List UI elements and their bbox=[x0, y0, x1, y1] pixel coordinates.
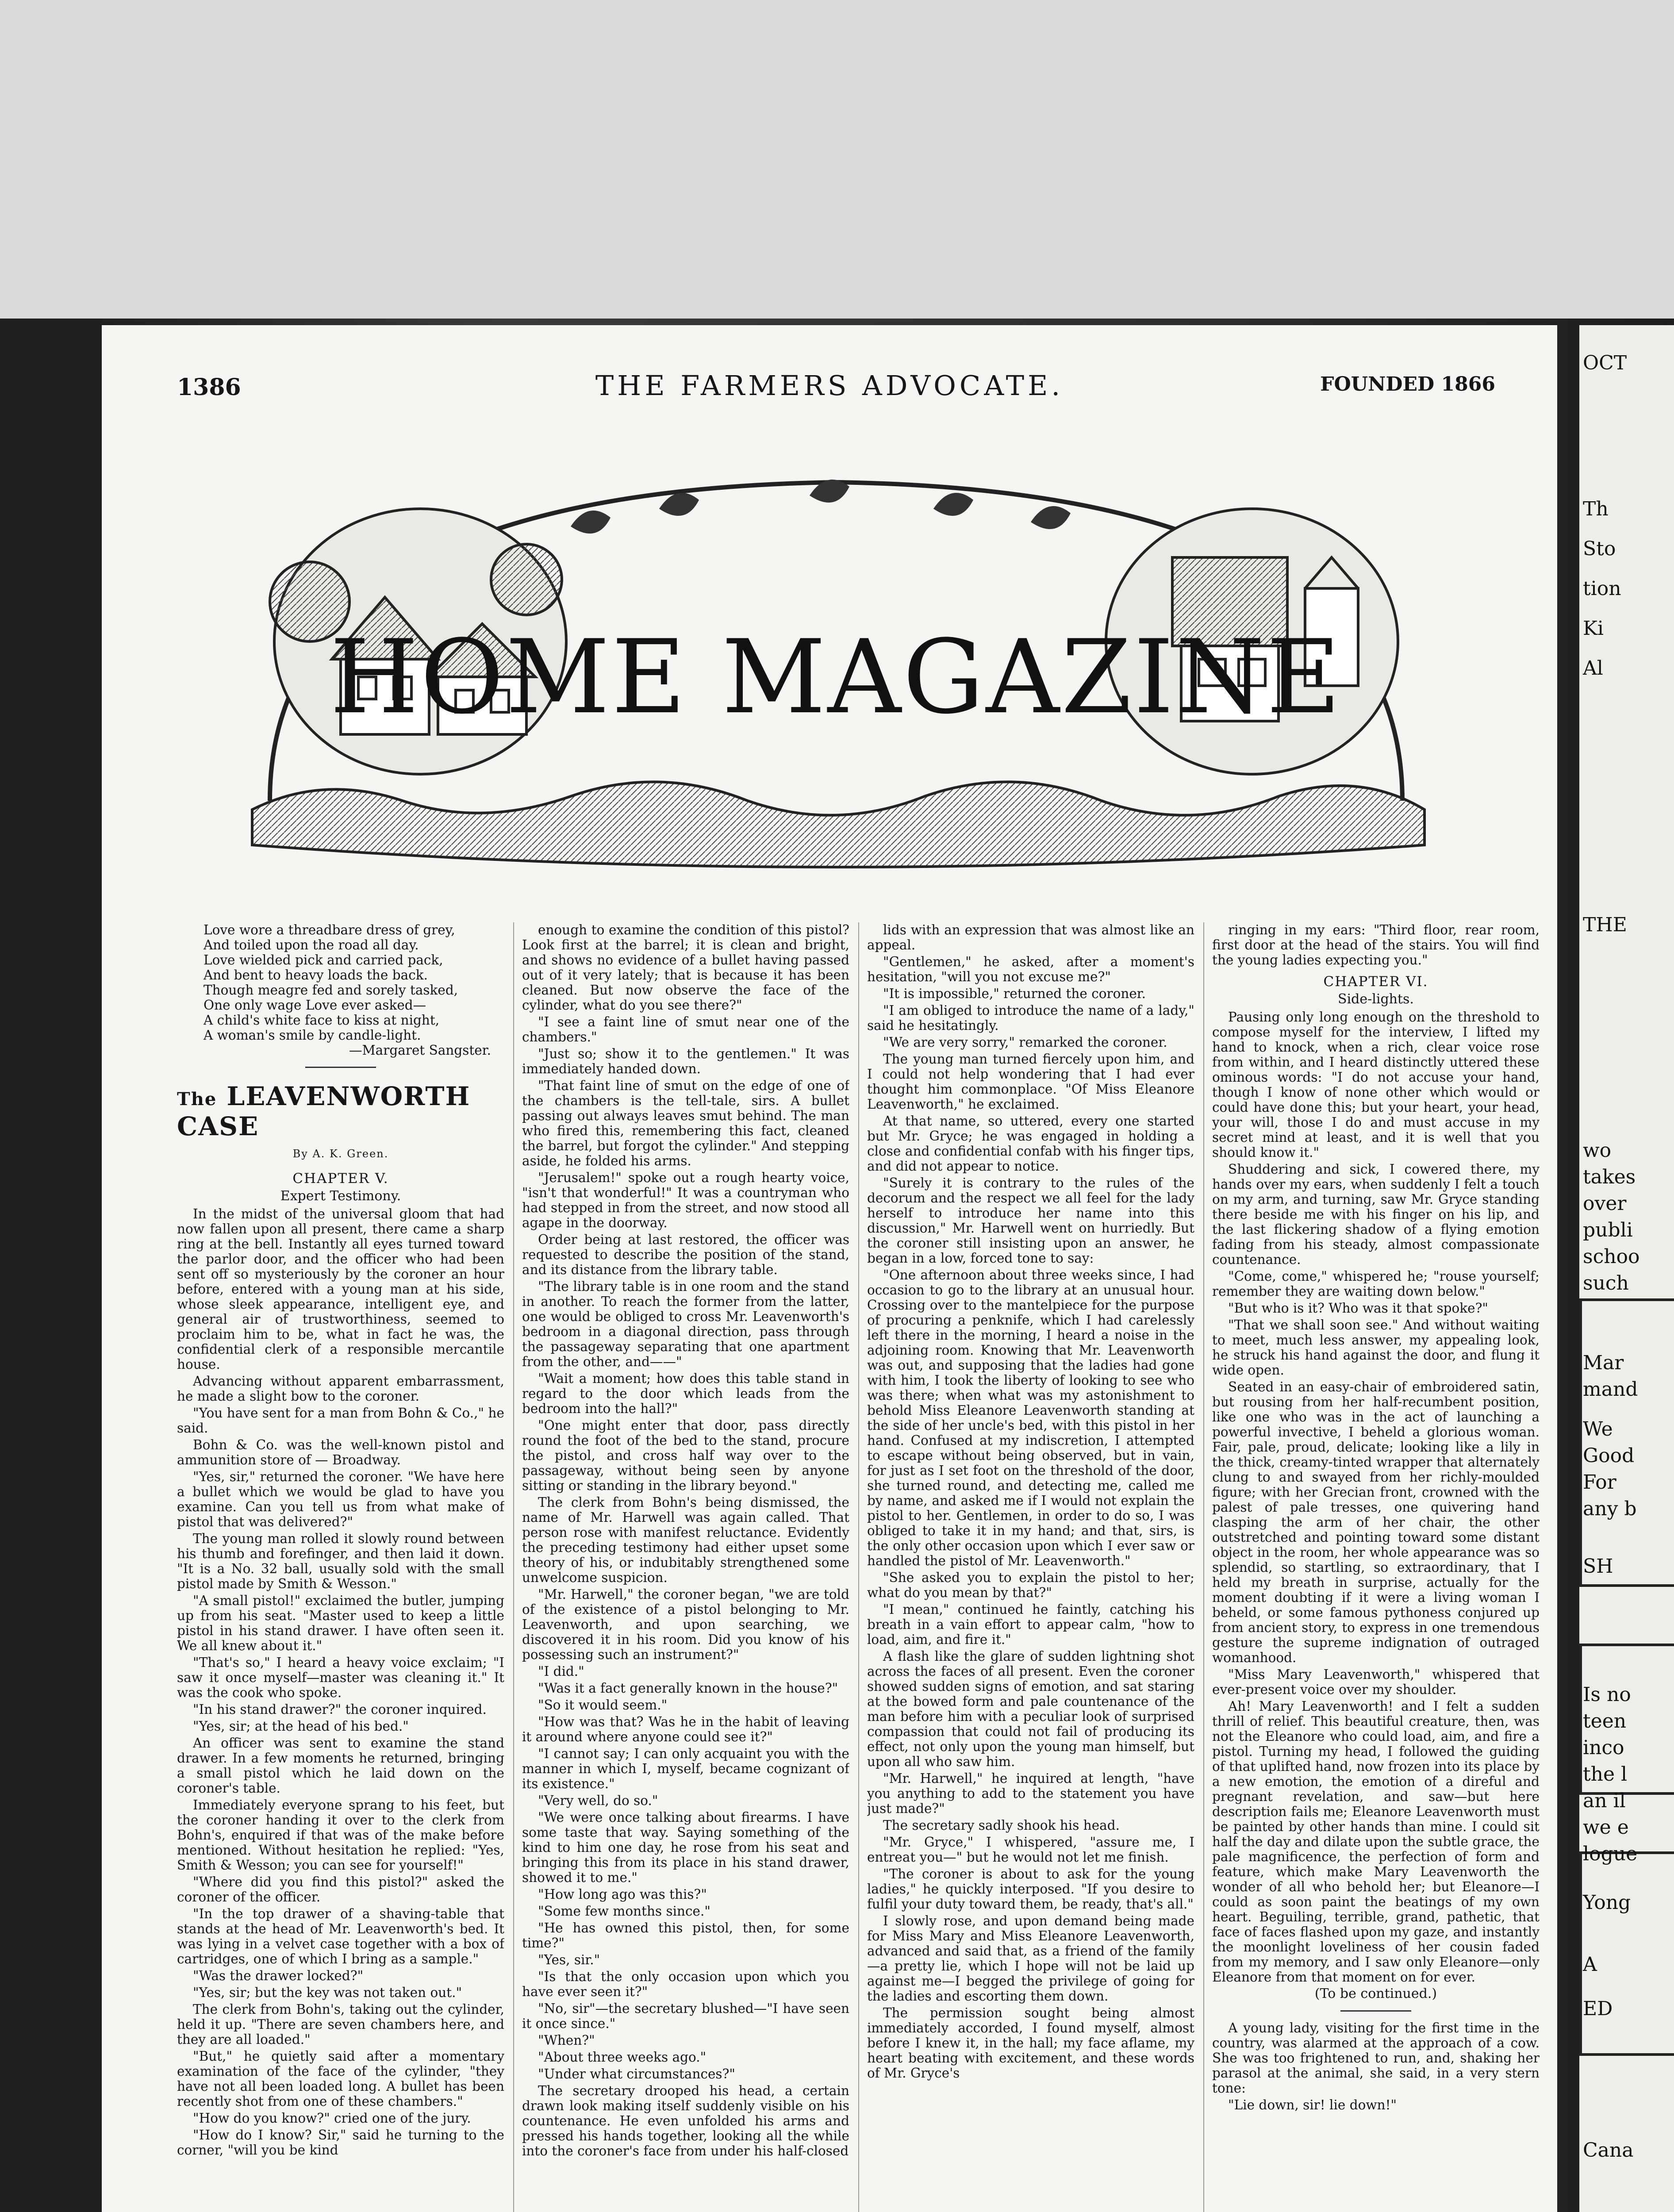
paragraph: The permission sought being almost immediately accorded, I found myself, almost before I knew it, in the hall; my face aflame, my heart beating with excitement, and these words of Mr. Gryce's bbox=[867, 2005, 1194, 2081]
adjacent-page-text: inco bbox=[1583, 1736, 1624, 1759]
adjacent-page-text: wo bbox=[1583, 1139, 1612, 1162]
paragraph: "We are very sorry," remarked the coroner. bbox=[883, 1035, 1167, 1050]
adjacent-page-text: the l bbox=[1583, 1763, 1628, 1786]
paragraph: "Mr. Gryce," I whispered, "assure me, I entreat you—" but he would not let me finish. bbox=[867, 1835, 1194, 1865]
paragraph: "Very well, do so." bbox=[538, 1793, 658, 1808]
paragraph: "Miss Mary Leavenworth," whispered that ever-present voice over my shoulder. bbox=[1212, 1667, 1540, 1697]
adjacent-page-text: schoo bbox=[1583, 1245, 1640, 1268]
paragraph: The clerk from Bohn's, taking out the cylinder, held it up. "There are seven chambers here, and they are all loaded." bbox=[177, 2002, 504, 2047]
adjacent-page-text: any b bbox=[1583, 1498, 1637, 1520]
paragraph: Pausing only long enough on the threshold to compose myself for the interview, I lifted my hand to knock, when a rich, clear voice rose from within, and I heard distinctly uttered these ominous words: "I do not accuse your hand, though I know of none other which would or could have done this; but your heart, your head, your will, those I do and must accuse in my secret mind at least, and it is well that you should know it." bbox=[1212, 1010, 1540, 1160]
paragraph: Shuddering and sick, I cowered there, my hands over my ears, when suddenly I felt a touch on my arm, and turning, saw Mr. Gryce standing there beside me with his finger on his lip, and the last flickering shadow of a flying emotion fading from his steady, almost compassionate countenance. bbox=[1212, 1162, 1540, 1267]
paragraph: "Yes, sir," returned the coroner. "We have here a bullet which we would be glad to have you examine. Can you tell us from what make of pistol that was delivered?" bbox=[177, 1469, 504, 1529]
column-1 bbox=[177, 922, 504, 2212]
adjacent-page-text: an il bbox=[1583, 1790, 1626, 1812]
paragraph: "About three weeks ago." bbox=[538, 2050, 706, 2065]
story-title-main: LEAVENWORTH CASE bbox=[177, 1081, 471, 1141]
paragraph: "When?" bbox=[538, 2033, 595, 2048]
adjacent-page-text: Mar bbox=[1583, 1352, 1624, 1374]
scanner-top-margin bbox=[0, 0, 1674, 319]
col2-paragraphs bbox=[522, 922, 849, 2158]
paragraph: "You have sent for a man from Bohn & Co.," he said. bbox=[177, 1406, 504, 1436]
paragraph: Order being at last restored, the officer was requested to describe the position of the stand, and its distance from the library table. bbox=[522, 1232, 849, 1277]
paragraph: "Was the drawer locked?" bbox=[193, 1968, 364, 1983]
adjacent-page-text: ED bbox=[1583, 1997, 1613, 2020]
chapter-heading: CHAPTER V. bbox=[292, 1171, 389, 1187]
journal-title: THE FARMERS ADVOCATE. bbox=[595, 369, 1064, 402]
to-be-continued: (To be continued.) bbox=[1314, 1986, 1437, 2001]
col4-paragraphs-after bbox=[1212, 1010, 1540, 1985]
chapter-heading: CHAPTER VI. bbox=[1323, 974, 1428, 990]
paragraph: "But who is it? Who was it that spoke?" bbox=[1228, 1301, 1488, 1316]
paragraph: "Yes, sir." bbox=[538, 1952, 600, 1967]
paragraph: Bohn & Co. was the well-known pistol and ammunition store of — Broadway. bbox=[177, 1437, 504, 1467]
paragraph: "I mean," continued he faintly, catching his breath in a vain effort to appear calm, "how to load, aim, and fire it." bbox=[867, 1602, 1194, 1647]
paragraph: "I cannot say; I can only acquaint you with the manner in which I, myself, became cognizant of its existence." bbox=[522, 1746, 849, 1791]
paragraph: "How long ago was this?" bbox=[538, 1887, 707, 1902]
adjacent-page-edge bbox=[1579, 325, 1674, 2212]
paragraph: "Lie down, sir! lie down!" bbox=[1228, 2097, 1397, 2112]
adjacent-page-text: SH bbox=[1583, 1555, 1613, 1578]
paragraph: "How do I know? Sir," said he turning to the corner, "will you be kind bbox=[177, 2128, 504, 2158]
chapter-subtitle: Expert Testimony. bbox=[280, 1188, 401, 1204]
adjacent-page-text: Al bbox=[1583, 657, 1603, 680]
home-magazine-banner bbox=[234, 411, 1438, 880]
paragraph: In the midst of the universal gloom that had now fallen upon all present, there came a sharp ring at the bell. Instantly all eyes turned toward the parlor door, and the officer who had been sent off so mysteriously by the coroner an hour before, entered with a young man at his side, whose sleek appearance, intelligent eye, and general air of trustworthiness, seemed to proclaim him to be, what in fact he was, the confidential clerk of a responsible mercantile house. bbox=[177, 1206, 504, 1372]
column-3 bbox=[867, 922, 1194, 2212]
adjacent-page-text: Good bbox=[1583, 1444, 1635, 1467]
paragraph: The young man rolled it slowly round between his thumb and forefinger, and then laid it down. "It is a No. 32 ball, usually sold with the small pistol made by Smith & Wesson." bbox=[177, 1531, 504, 1591]
adjacent-page-text: A bbox=[1583, 1953, 1597, 1976]
ad-box bbox=[1579, 1298, 1674, 1587]
paragraph: "He has owned this pistol, then, for some time?" bbox=[522, 1920, 849, 1951]
banner-foliage bbox=[252, 782, 1424, 867]
paragraph: "Come, come," whispered he; "rouse yourself; remember they are waiting down below." bbox=[1212, 1269, 1540, 1299]
paragraph: Advancing without apparent embarrassment, he made a slight bow to the coroner. bbox=[177, 1374, 504, 1404]
col4-paragraphs-before bbox=[1212, 922, 1540, 968]
adjacent-page-text: Is no bbox=[1583, 1683, 1631, 1706]
poem-line: A child's white face to kiss at night, bbox=[203, 1013, 440, 1028]
poem-line: Love wielded pick and carried pack, bbox=[203, 952, 443, 968]
paragraph: A young lady, visiting for the first time in the country, was alarmed at the approach of a cow. She was too frightened to run, and, shaking her parasol at the animal, she said, in a very stern tone: bbox=[1212, 2020, 1540, 2096]
adjacent-page-text: We bbox=[1583, 1418, 1613, 1440]
col3-paragraphs bbox=[867, 922, 1194, 2081]
column-2 bbox=[522, 922, 849, 2212]
paragraph: The clerk from Bohn's being dismissed, the name of Mr. Harwell was again called. That person rose with manifest reluctance. Evidently the preceding testimony had either upset some theory of his, or indubitably strengthened some unwelcome suspicion. bbox=[522, 1495, 849, 1585]
paragraph: "Some few months since." bbox=[538, 1904, 710, 1919]
paragraph: "Yes, sir; at the head of his bed." bbox=[193, 1719, 409, 1734]
byline: By A. K. Green. bbox=[292, 1148, 389, 1160]
paragraph: "I am obliged to introduce the name of a lady," said he hesitatingly. bbox=[867, 1003, 1194, 1033]
adjacent-page-text: Ki bbox=[1583, 617, 1604, 640]
paragraph: "No, sir"—the secretary blushed—"I have seen it once since." bbox=[522, 2001, 849, 2031]
paragraph: "The coroner is about to ask for the young ladies," he quickly interposed. "If you desire to fulfil your duty toward them, be ready, that's all." bbox=[867, 1866, 1194, 1912]
adjacent-page-text: teen bbox=[1583, 1710, 1627, 1732]
adjacent-page-text: For bbox=[1583, 1471, 1616, 1494]
leaf-ornaments bbox=[571, 480, 1071, 534]
paragraph: "How do you know?" cried one of the jury. bbox=[193, 2111, 471, 2126]
scanner-left-margin bbox=[0, 319, 102, 2212]
paragraph: A flash like the glare of sudden lightning shot across the faces of all present. Even the coroner showed sudden signs of emotion, and sat staring at the bowed form and pale countenance of the man before him with a peculiar look of surprised compassion that could not fail of producing its effect, not only upon the young man himself, but upon all who saw him. bbox=[867, 1649, 1194, 1769]
paragraph: "We were once talking about firearms. I have some taste that way. Saying something of the kind to him one day, he rose from his seat and bringing this from its place in his stand drawer, showed it to me." bbox=[522, 1810, 849, 1885]
paragraph: "Jerusalem!" spoke out a rough hearty voice, "isn't that wonderful!" It was a countryman who had stepped in from the street, and now stood all agape in the doorway. bbox=[522, 1170, 849, 1230]
poem-line: Though meagre fed and sorely tasked, bbox=[203, 983, 458, 998]
paragraph: "Where did you find this pistol?" asked the coroner of the officer. bbox=[177, 1874, 504, 1905]
column-rule bbox=[1203, 922, 1204, 2212]
poem-line: And toiled upon the road all day. bbox=[203, 937, 419, 952]
poem-line: And bent to heavy loads the back. bbox=[203, 968, 428, 983]
column-rule bbox=[513, 922, 514, 2212]
adjacent-page-text: logue bbox=[1583, 1843, 1638, 1865]
adjacent-page-text: Sto bbox=[1583, 538, 1616, 560]
running-head bbox=[102, 369, 1557, 405]
adjacent-page-text: OCT bbox=[1583, 352, 1627, 374]
paragraph: ringing in my ears: "Third floor, rear room, first door at the head of the stairs. You will find the young ladies expecting you." bbox=[1212, 922, 1540, 968]
paragraph: "Yes, sir; but the key was not taken out." bbox=[193, 1985, 462, 2000]
adjacent-page-text: Cana bbox=[1583, 2139, 1634, 2162]
paragraph: "That's so," I heard a heavy voice exclaim; "I saw it once myself—master was cleaning it." It was the cook who spoke. bbox=[177, 1655, 504, 1700]
paragraph: "Just so; show it to the gentlemen." It was immediately handed down. bbox=[522, 1046, 849, 1076]
paragraph: "I see a faint line of smut near one of the chambers." bbox=[522, 1014, 849, 1045]
adjacent-page-text: publi bbox=[1583, 1219, 1633, 1241]
column-rule bbox=[858, 922, 859, 2212]
paragraph: "A small pistol!" exclaimed the butler, jumping up from his seat. "Master used to keep a little pistol in his stand drawer. I have often seen it. We all knew about it." bbox=[177, 1593, 504, 1653]
paragraph: "She asked you to explain the pistol to her; what do you mean by that?" bbox=[867, 1570, 1194, 1600]
chapter-subtitle: Side-lights. bbox=[1338, 991, 1414, 1007]
page-number: 1386 bbox=[177, 374, 241, 401]
paragraph: lids with an expression that was almost like an appeal. bbox=[867, 922, 1194, 952]
paragraph: The secretary sadly shook his head. bbox=[883, 1818, 1120, 1833]
newspaper-page bbox=[102, 325, 1557, 2212]
paragraph: "Wait a moment; how does this table stand in regard to the door which leads from the bedroom into the hall?" bbox=[522, 1371, 849, 1416]
paragraph: "That faint line of smut on the edge of one of the chambers is the tell-tale, sirs. A bullet passing out always leaves smut behind. The man who fired this, remembering this fact, cleaned the barrel, but forgot the cylinder." And stepping aside, he folded his arms. bbox=[522, 1078, 849, 1168]
paragraph: The secretary drooped his head, a certain drawn look making itself suddenly visible on his countenance. He even unfolded his arms and pressed his hands together, looking all the while into the coroner's face from under his half-closed bbox=[522, 2083, 849, 2158]
paragraph: "So it would seem." bbox=[538, 1697, 668, 1713]
paragraph: "But," he quietly said after a momentary examination of the face of the cylinder, "they have not all been loaded long. A bullet has been recently shot from one of these chambers." bbox=[177, 2049, 504, 2109]
paragraph: "In the top drawer of a shaving-table that stands at the head of Mr. Leavenworth's bed. It was lying in a velvet case together with a box of cartridges, one of which I bring as a sample." bbox=[177, 1906, 504, 1966]
anecdote bbox=[1212, 2020, 1540, 2112]
paragraph: "One might enter that door, pass directly round the foot of the bed to the stand, procure the pistol, and cross half way over to the passageway, without being seen by anyone sitting or standing in the library beyond." bbox=[522, 1418, 849, 1493]
divider bbox=[1340, 2010, 1411, 2012]
paragraph: An officer was sent to examine the stand drawer. In a few moments he returned, bringing a small pistol which he laid down on the coroner's table. bbox=[177, 1736, 504, 1796]
adjacent-page-text: we e bbox=[1583, 1816, 1629, 1839]
paragraph: "It is impossible," returned the coroner. bbox=[883, 986, 1146, 1001]
paragraph: "The library table is in one room and the stand in another. To reach the former from the latter, one would be obliged to cross Mr. Leavenworth's bedroom in a diagonal direction, pass through the passageway separating that one apartment from the other, and——" bbox=[522, 1279, 849, 1369]
poem-line: A woman's smile by candle-light. bbox=[203, 1028, 421, 1043]
poem bbox=[177, 922, 504, 1058]
adjacent-page-text: such bbox=[1583, 1272, 1629, 1294]
paragraph: Seated in an easy-chair of embroidered satin, but rousing from her half-recumbent position, like one who was in the act of launching a powerful invective, I beheld a glorious woman. Fair, pale, proud, delicate; looking like a lily in the thick, creamy-tinted wrapper that alternately clung to and swayed from her richly-moulded figure; with her Grecian front, crowned with the palest of pale tresses, one quivering hand clasping the arm of her chair, the other outstretched and pointing toward some distant object in the room, her whole appearance was so splendid, so startling, so extraordinary, that I held my breath in surprise, actually for the moment doubting if it were a living woman I beheld, or some famous pythoness conjured up from ancient story, to express in one tremendous gesture the supreme indignation of outraged womanhood. bbox=[1212, 1379, 1540, 1665]
paragraph: Immediately everyone sprang to his feet, but the coroner handing it over to the clerk from Bohn's, enquired if that was of the make before mentioned. Without hesitation he replied: "Yes, Smith & Wesson; you can see for yourself!" bbox=[177, 1797, 504, 1873]
adjacent-page-text: over bbox=[1583, 1192, 1627, 1215]
story-title bbox=[177, 1081, 504, 1141]
founded-note: FOUNDED 1866 bbox=[1320, 373, 1495, 396]
divider bbox=[305, 1067, 376, 1068]
col1-paragraphs bbox=[177, 1206, 504, 2158]
paragraph: "Mr. Harwell," he inquired at length, "have you anything to add to the statement you have just made?" bbox=[867, 1771, 1194, 1816]
paragraph: "How was that? Was he in the habit of leaving it around where anyone could see it?" bbox=[522, 1714, 849, 1744]
adjacent-page-text: THE bbox=[1583, 914, 1627, 936]
poem-author: —Margaret Sangster. bbox=[349, 1043, 491, 1058]
paragraph: I slowly rose, and upon demand being made for Miss Mary and Miss Eleanore Leavenworth, advanced and said that, as a friend of the family—a pretty lie, which I hope will not be laid up against me—I begged the privilege of going for the ladies and escorting them down. bbox=[867, 1913, 1194, 2004]
paragraph: "In his stand drawer?" the coroner inquired. bbox=[193, 1702, 487, 1717]
paragraph: The young man turned fiercely upon him, and I could not help wondering that I had ever thought him commonplace. "Of Miss Eleanore Leavenworth," he exclaimed. bbox=[867, 1052, 1194, 1112]
poem-line: One only wage Love ever asked— bbox=[203, 998, 426, 1013]
paragraph: "That we shall soon see." And without waiting to meet, much less answer, my appealing look, he struck his hand against the door, and flung it wide open. bbox=[1212, 1317, 1540, 1378]
paragraph: "Under what circumstances?" bbox=[538, 2066, 735, 2081]
adjacent-page-text: tion bbox=[1583, 577, 1621, 600]
paragraph: Ah! Mary Leavenworth! and I felt a sudden thrill of relief. This beautiful creature, then, was not the Eleanore who could load, aim, and fire a pistol. Turning my head, I followed the guiding of that uplifted hand, now frozen into its place by a new emotion, the emotion of a direful and pregnant revelation, and saw—but here description fails me; Eleanore Leavenworth must be painted by other hands than mine. I could sit half the day and dilate upon the subtle grace, the pale magnificence, the perfection of form and feature, which make Mary Leavenworth the wonder of all who behold her; but Eleanore—I could as soon paint the beatings of my own heart. Beguiling, terrible, grand, pathetic, that face of faces flashed upon my gaze, and instantly the moonlight loveliness of her cousin faded from my memory, and I saw only Eleanore—only Eleanore from that moment on for ever. bbox=[1212, 1699, 1540, 1985]
paragraph: "Was it a fact generally known in the house?" bbox=[538, 1681, 838, 1696]
story-title-the: The bbox=[177, 1089, 217, 1110]
adjacent-page-text: Th bbox=[1583, 498, 1609, 520]
paragraph: "Gentlemen," he asked, after a moment's hesitation, "will you not excuse me?" bbox=[867, 954, 1194, 984]
poem-line: Love wore a threadbare dress of grey, bbox=[203, 922, 455, 937]
paragraph: "Surely it is contrary to the rules of the decorum and the respect we all feel for the lady herself to introduce her name into this discussion," Mr. Harwell went on hurriedly. But the coroner still insisting upon an answer, he began in a low, forced tone to say: bbox=[867, 1175, 1194, 1266]
adjacent-page-text: takes bbox=[1583, 1166, 1636, 1188]
banner-title: HOME MAGAZINE bbox=[330, 618, 1343, 737]
paragraph: "Is that the only occasion upon which you have ever seen it?" bbox=[522, 1969, 849, 1999]
paragraph: "One afternoon about three weeks since, I had occasion to go to the library at an unusual hour. Crossing over to the mantelpiece for the purpose of procuring a penknife, which I had carelessly left there in the morning, I heard a noise in the adjoining room. Knowing that Mr. Leavenworth was out, and supposing that the ladies had gone with him, I took the liberty of looking to see who was there; when what was my astonishment to behold Miss Eleanore Leavenworth standing at the side of her uncle's bed, with this pistol in her hand. Confused at my indiscretion, I attempted to escape without being observed, but in vain, for just as I set foot on the threshold of the door, she turned round, and detecting me, called me by name, and asked me if I would not explain the pistol to her. Gentlemen, in order to do so, I was obliged to take it in my hand; and that, sirs, is the only other occasion upon which I ever saw or handled the pistol of Mr. Leavenworth." bbox=[867, 1267, 1194, 1568]
adjacent-page-text: Yong bbox=[1583, 1891, 1631, 1914]
column-4 bbox=[1212, 922, 1540, 2212]
paragraph: "Mr. Harwell," the coroner began, "we are told of the existence of a pistol belonging to Mr. Leavenworth, and upon searching, we discovered it in his room. Did you know of his possessing such an instrument?" bbox=[522, 1587, 849, 1662]
paragraph: "I did." bbox=[538, 1664, 584, 1679]
paragraph: enough to examine the condition of this pistol? Look first at the barrel; it is clean and bright, and shows no evidence of a bullet having passed out of it very lately; that is because it has been cleaned. But now observe the face of the cylinder, what do you see there?" bbox=[522, 922, 849, 1013]
adjacent-page-text: mand bbox=[1583, 1378, 1638, 1401]
paragraph: At that name, so uttered, every one started but Mr. Gryce; he was engaged in holding a close and confidential confab with his finger tips, and did not appear to notice. bbox=[867, 1114, 1194, 1174]
